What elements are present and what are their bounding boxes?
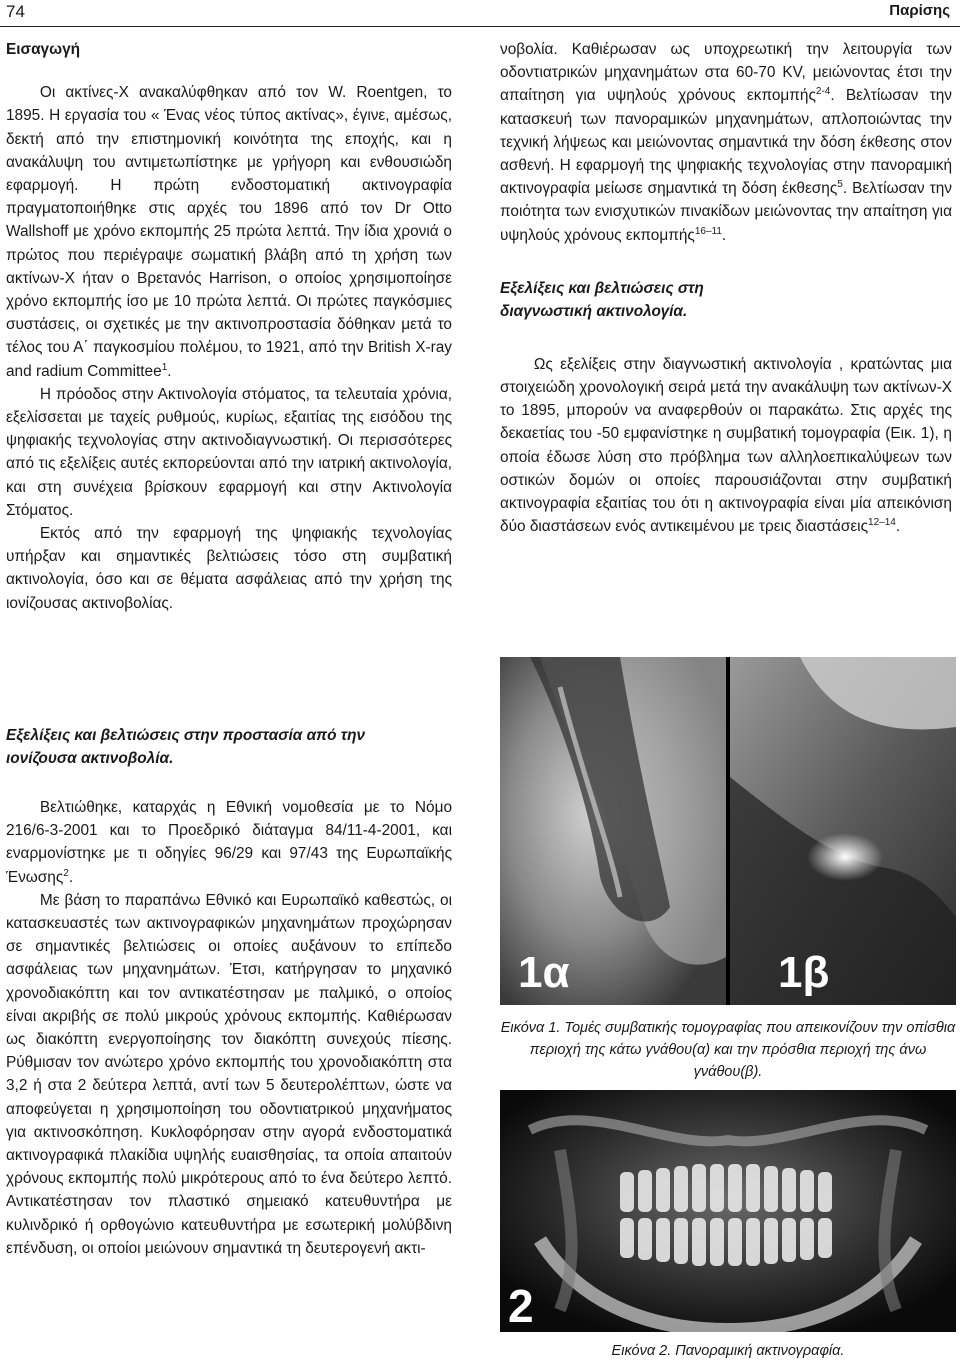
- intro-heading: Εισαγωγή: [6, 41, 81, 58]
- intro-paragraph-3: Εκτός από την εφαρμογή της ψηφιακής τεχνολογίας υπήρξαν και σημαντικές βελτιώσεις τόσο στη συμβατική ακτινολογία, όσο και σε θέματα ασφάλειας από την χρήση της ιονίζουσας ακτινοβολίας.: [6, 525, 452, 612]
- figure-2-caption: Εικόνα 2. Πανοραμική ακτινογραφία.: [611, 1343, 845, 1359]
- protection-heading: Εξελίξεις και βελτιώσεις στην προστασία από την ιονίζουσα ακτινοβολία.: [6, 727, 366, 767]
- continued-paragraph: νοβολία. Καθιέρωσαν ως υποχρεωτική την λειτουργία των οδοντιατρικών μηχανημάτων στα 60-70 KV, μειώνοντας έτσι την απαίτηση για υψηλούς χρόνους εκπομπής$^{2-4}$. Βελτίωσαν την κατασκευή των πανοραμικών μηχανημάτων, απλοποιώντας την τεχνική λήψεως και μειώνοντας σημαντικά την δόση έκθεσης στον ασθενή. Η εφαρμογή της ψηφιακής τεχνολογίας στην πανοραμική ακτινογραφία μείωσε σημαντικά τη δόση έκθεσης$^5$. Βελτίωσαν την ποιότητα των ενισχυτικών πινακίδων μειώνοντας την απαίτηση για υψηλούς χρόνους εκπομπής$^{16-11}$.: [500, 41, 953, 244]
- protection-section: [6, 724, 452, 1260]
- protection-paragraph-2: Με βάση το παραπάνω Εθνικό και Ευρωπαϊκό καθεστώς, οι κατασκευαστές των ακτινογραφικών μηχανημάτων προχώρησαν σε σημαντικές βελτιώσεις οι οποίες αυξάνουν το επίπεδο ασφάλειας των μηχανημάτων. Έτσι, κατήργησαν το μηχανικό χρονοδιακόπτη και τον αντικατέστησαν με παλμικό, ο οποίος είναι ακριβής σε πολύ μικρούς χρόνους εκπομπής. Καθιέρωσαν ως διακόπτη ενεργοποίησης τον διακόπτη συνεχούς πίεσης. Ρύθμισαν τον ανώτερο χρόνο εκπομπής του χρονοδιακόπτη στα 3,2 ή στα 2 δεύτερα λεπτά, αντί των 5 δευτερολέπτων, ώστε να αποφεύγεται η χρησιμοποίηση του οδοντιατρικού μηχανήματος για ακτινοσκόπηση. Κυκλοφόρησαν στην αγορά ενδοστοματικά ακτινογραφικά πλακίδια υψηλής ευαισθησίας, τα οποία απαιτούν χρόνους εκπομπής πολύ μικρότερους από το ένα δεύτερο λεπτό. Αντικατέστησαν τον πλαστικό σημειακό κατευθυντήρα με κυλινδρικό ή ορθογώνιο κατευθυντήρα με εσωτερική μολύβδινη επένδυση, οι οποίοι μειώνουν σημαντικά τη δευτερογενή ακτι-: [6, 891, 452, 1257]
- citation: 12–14: [868, 517, 896, 529]
- figure-1-tomography: [500, 657, 956, 1005]
- citation: 2-4: [815, 86, 831, 98]
- citation: 16–11: [694, 225, 722, 237]
- diagnostic-heading: Εξελίξεις και βελτιώσεις στη διαγνωστική ακτινολογία.: [500, 279, 704, 320]
- citation: 1: [161, 361, 168, 373]
- panoramic-image: [500, 1090, 956, 1332]
- diagnostic-paragraph: Ως εξελίξεις στην διαγνωστική ακτινολογία , κρατώντας μια στοιχειώδη χρονολογική σειρά μετά την ανακάλυψη των ακτίνων-Χ το 1895, μπορούν να αναφερθούν οι παρακάτω. Στις αρχές της δεκαετίας του -50 εμφανίστηκε η συμβατική τομογραφία (Εικ. 1), η οποία έδωσε λύση στο πρόβλημα των αλληλοεπικαλύψεων των οστικών δομών οι οποίες παρουσιάζονται στην συμβατική ακτινογραφία εξαιτίας του ότι η ακτινογραφία είναι μία απεικόνιση δύο διαστάσεων ενός αντικειμένου με τρεις διαστάσεις$^{12-14}$.: [500, 355, 952, 536]
- citation: 2: [63, 867, 69, 879]
- figure-2-panoramic: [500, 1090, 956, 1332]
- protection-paragraph-1: Βελτιώθηκε, καταρχάς η Εθνική νομοθεσία με το Νόμο 216/6-3-2001 και το Προεδρικό διάταγμα 84/11-4-2001, και εναρμονίστηκε με τι οδηγίες 96/29 και 97/43 της Ευρωπαϊκής Ένωσης$^2$.: [6, 799, 452, 886]
- page-header: [0, 0, 960, 28]
- header-rule: [0, 26, 960, 27]
- figure-2-label: 2: [508, 1280, 534, 1332]
- intro-section: [6, 38, 452, 615]
- figure-1-caption: Εικόνα 1. Τομές συμβατικής τομογραφίας που απεικονίζουν την οπίσθια περιοχή της κάτω γνάθου(α) και την πρόσθια περιοχή της άνω γνάθου(β).: [500, 1020, 956, 1080]
- running-head: Παρίσης: [889, 2, 950, 19]
- intro-paragraph-2: Η πρόοδος στην Ακτινολογία στόματος, τα τελευταία χρόνια, εξελίσσεται με ταχείς ρυθμούς, κυρίως, εξαιτίας της εισόδου της ψηφιακής τεχνολογίας στην ακτινοδιαγνωστική. Οι περισσότερες από τις εξελίξεις αυτές εκπορεύονται από την ιατρική ακτινολογία, και στη συνέχεια βρίσκουν εφαρμογή και στην Ακτινολογία Στόματος.: [6, 385, 452, 519]
- page-number: 74: [6, 2, 25, 21]
- tomography-image: [500, 657, 956, 1005]
- citation: 5: [837, 179, 843, 191]
- intro-paragraph-1: Οι ακτίνες-Χ ανακαλύφθηκαν από τον W. Roentgen, το 1895. Η εργασία του « Ένας νέος τύπος ακτίνας», έγινε, αμέσως, δεκτή από την επιστημονική κοινότητα της εποχής, και η ανακάλυψη του αντιμετωπίστηκε με γρήγορη και ενθουσιώδη εφαρμογή. Η πρώτη ενδοστοματική ακτινογραφία πραγματοποιήθηκε στις αρχές του 1896 από τον Dr Otto Wallshoff με χρόνο εκπομπής 25 πρώτα λεπτά. Την ίδια χρονιά ο πρώτος που περιέγραψε σωματική βλάβη από τη χρήση των ακτίνων-Χ ήταν ο Βρετανός Harrison, ο οποίος χρησιμοποίησε χρόνο εκπομπής ίσο με 10 πρώτα λεπτά. Οι πρώτες παγκόσμιες συστάσεις, οι σχετικές με την ακτινοπροστασία δόθηκαν μετά το τέλος του Α΄ παγκοσμίου πολέμου, το 1921, από την British X-ray and radium Committee$^1$.: [6, 84, 452, 380]
- figure-1b-label: 1β: [778, 948, 830, 997]
- right-column: [500, 38, 952, 538]
- figure-1a-label: 1α: [518, 948, 570, 997]
